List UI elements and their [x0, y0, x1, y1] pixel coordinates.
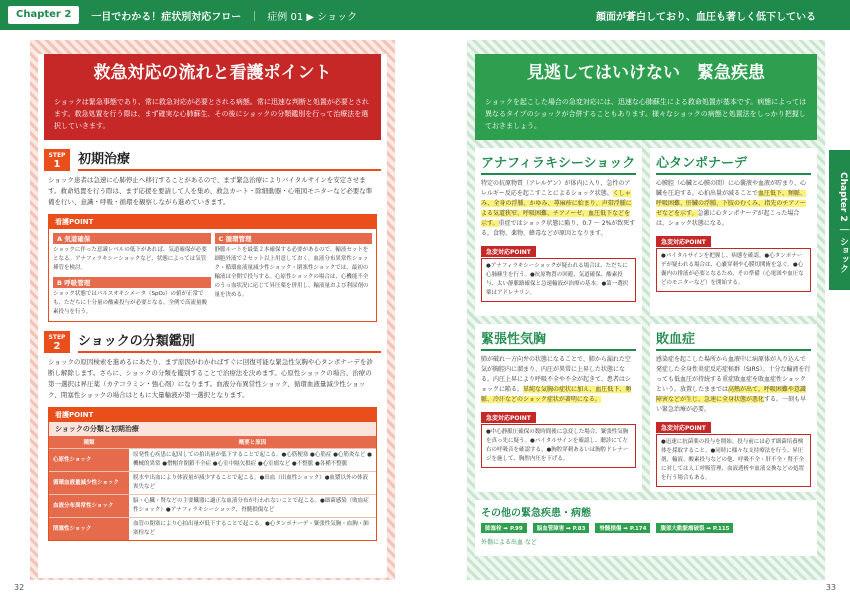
- tag-spinal-injury: 脊髄損傷 ➡ P.174: [595, 523, 650, 533]
- left-title: 救急対応の流れと看護ポイント: [44, 54, 381, 92]
- section-title: 一目でわかる！症状別対応フロー: [91, 11, 242, 23]
- card-text-a: 特定の抗原物質（アレルゲン）が体内に入り、急性のアレルギー反応を起こすことによるショック状態。: [481, 180, 631, 197]
- card-text-a: 心膜腔（心臓と心膜の間）に心囊液や血液が貯まり、心臓を圧迫する。心拍出量が減ることで: [656, 180, 807, 197]
- chapter-side-tab: Chapter 2 ｜ ショック: [829, 150, 850, 290]
- airway-text: ショックに伴った意識レベルの低下があれば、気道確保が必要となる。アナフィラキシーショックなど、状態によっては気管挿管を検討。: [53, 247, 207, 271]
- nurse-point-grid: [49, 229, 376, 321]
- step2-badge-num: 2: [53, 340, 61, 352]
- breathing-text: ショック状態ではパルスオキシメータ（SpO₂）の値が正常でも、ただちに十分量の酸素投与が必要となる。全例で高流量酸素投与を行う。: [53, 291, 208, 315]
- other-title: その他の緊急疾患・病態: [481, 508, 591, 519]
- page-number-right: 33: [825, 583, 836, 592]
- step2-nurse-head: 看護POINT: [49, 408, 376, 422]
- other-tags: [481, 523, 811, 533]
- circulation-text: 静脈ルートを最低２本確保する必要があるので、輸液セットを細胞外液で２セット以上用意しておく。血液分布異常性ショック・循環血液量減少性ショック・閉塞性ショックでは、最初の輸液は全開で投与する。心原性ショックの場合は、心機能不全のうっ血状況に応じて昇圧薬を併用し、輸液量および利尿剤の量を決める。: [214, 247, 369, 298]
- airway-section: [53, 233, 211, 317]
- tag-cerebrovascular: 脳血管障害 ➡ P.83: [533, 523, 590, 533]
- table-row: [49, 472, 376, 495]
- col-cause: 概要と原因: [129, 436, 376, 449]
- point-head: 急変対応POINT: [656, 422, 711, 433]
- disease-cards: [475, 148, 817, 492]
- step2-badge-label: STEP: [48, 333, 66, 341]
- step2-text: ショックの原因検索を進めるにあたり、まず原因がわかればすぐに回復可能な緊急性気胸や心タンポナーデを診断し解除します。さらに、ショックの分類を鑑別することで治療法を決めます。心原性ショックの場合、治療の第一選択は昇圧薬（カテコラミン・強心剤）になります。血液分布異常性ショック、循環血液量減少性ショック、閉塞性ショックの場合はともに大量輸液が第一選択となります。: [48, 358, 373, 399]
- card-title: アナフィラキシーショック: [481, 152, 636, 175]
- step2-title: ショックの分類鑑別: [78, 330, 381, 353]
- table-row: [49, 518, 376, 541]
- step1-badge-num: 1: [53, 158, 61, 170]
- step2-badge: [44, 331, 70, 353]
- card-text-highlight: くしゃみ、全身の浮腫、かゆみ、蕁麻疹に始まり、声帯浮腫による気道狭窄、呼吸困難、チアノーゼ、血圧低下などを示す。: [481, 190, 632, 227]
- tag-aortic-aneurysm: 腹部大動脈瘤破裂 ➡ P.115: [656, 523, 733, 533]
- point-text: ●バイタルサインを把握し、病態を確認。●心タンポナーデが疑われる場合は、心嚢穿刺や心膜切開術を急ぐ。●心嚢内の排液が必要となるため、その準備（心電図や血圧などのモニターなど）を開始する。: [656, 248, 811, 292]
- card-title: 緊張性気胸: [481, 328, 636, 351]
- card-sepsis: [650, 324, 817, 492]
- table-row: [49, 449, 376, 472]
- card-tension-pneumothorax: [475, 324, 642, 492]
- card-text-a: 肺が破れ一方向弁の状態になることで、肺から漏れた空気が胸腔内に溜まり、内圧が異常に上昇した状態になる。内圧上昇により呼吸不全や不全が起きて、患者はショックに陥る。: [481, 356, 631, 393]
- card-text-highlight: 単純な気胸の症状に加え、血圧低下、頻脈、冷汗などのショック症状が著明になる。: [481, 386, 632, 403]
- header-right-title: 顔面が蒼白しており、血圧も著しく低下している: [425, 0, 850, 30]
- table-row: [49, 495, 376, 518]
- breathing-head: B 呼吸管理: [53, 277, 211, 288]
- card-text-a: 感染症を起こした場所から血液中に病原体が入り込んで発症した全身性炎症反応症候群（SIRS）。十分な輸液を行っても低血圧が持続する重症敗血症を敗血症性ショックという。放置したままでは: [656, 356, 811, 393]
- card-text-highlight: 高熱が出て、呼吸困難や意識障害などが生じ、急速に全身状態が悪化: [656, 386, 806, 403]
- left-intro: ショックは緊急事態であり、常に救急対応が必要とされる病態。常に迅速な判断と処置が必要とされます。救急処置を行う際は、まず確実な心肺蘇生、その後にショックの分類鑑別を行って治療法を選択していきます。: [44, 92, 381, 140]
- card-text-highlight: 血圧低下、頻脈、呼吸困難、肝臓の浮腫、下肢のむくみ、指先のチアノーゼなどを示す。: [656, 190, 807, 217]
- step1-header: [44, 148, 381, 171]
- card-text-b: する。一刻も早い緊急治療が必要。: [656, 396, 807, 413]
- row-type: 循環血液量減少性ショック: [49, 472, 129, 495]
- other-diseases: [475, 500, 817, 556]
- right-panel-inner: [475, 54, 817, 578]
- card-text: [481, 355, 636, 405]
- card-text: [656, 355, 811, 415]
- page-number-left: 32: [14, 583, 25, 592]
- row-type: 心原性ショック: [49, 449, 129, 472]
- step1-title: 初期治療: [78, 148, 381, 171]
- card-text-b: 急激に心タンポナーデが起こった場合は、ショック状態になる。: [656, 210, 800, 227]
- card-title: 心タンポナーデ: [656, 152, 811, 175]
- row-type: 閉塞性ショック: [49, 518, 129, 541]
- right-intro: ショックを起こした場合の急変対応には、迅速な心肺蘇生による救命処置が基本です。病態によっては異なるタイプのショックが合併することもあります。様々なショックの病態と処置法をしっかり把握しておきましょう。: [475, 92, 817, 140]
- other-foot: 外傷による出血 など: [481, 539, 537, 546]
- classification-title: ショックの分類と初期治療: [49, 422, 376, 436]
- card-text-b: 重症ではショック状態に陥り、0.7 〜 2%が致死する。食物、薬物、蜂毒などが原因となります。: [481, 220, 636, 237]
- chapter-label: Chapter 2: [8, 6, 79, 24]
- circulation-head: C 循環管理: [215, 233, 373, 244]
- step1-nurse-point: [48, 214, 377, 322]
- col-type: 種類: [49, 436, 129, 449]
- row-cause: 脱水や出血により体液量が減少することで起こる。●出血（出血性ショック）●血漿以外の体液喪失など: [129, 472, 376, 495]
- point-head: 急変対応POINT: [656, 236, 711, 247]
- airway-head: A 気道確保: [53, 233, 211, 244]
- card-text: [656, 179, 811, 229]
- row-cause: 脳・心臓・腎などの主要臓器に適正な血液分布が行われないことで起こる。●細菌感染（敗血症性ショック）●アナフィラキシーショック、脊髄損傷など: [129, 495, 376, 518]
- circulation-section: [215, 233, 373, 317]
- point-text: ●中心静脈圧確保の数時間後に急変した場合、緊張性気胸を真っ先に疑う。●バイタルサインを確認し、聴診にて左右の呼吸音を確認する。●胸腔穿刺あるいは胸腔ドレナージを施して、胸腔内圧を下げる。: [481, 424, 636, 468]
- point-text: ●迅速に抗菌薬の投与を開始。投与前には必ず細菌培養検体を採取すること。●同時に様々な支持療法を行う。昇圧剤、輸液、酸素投与などの他、呼吸不全・肝不全・腎不全に対しては人工呼吸管理、血液透析や血液交換などの処置を行う場合もある。: [656, 434, 811, 487]
- right-title: 見逃してはいけない 緊急疾患: [475, 54, 817, 92]
- row-cause: 原発性心疾患に起因しての拍出量が低下することで起こる。●心筋梗塞 ●心筋症 ●心筋炎など ●機械的異常 ●僧帽弁閉鎖不全症 ●心室中隔欠損症 ●心室瘤など ●不整脈 ●各種不整脈: [129, 449, 376, 472]
- point-text: ●アナフィラキシーショックが疑われる場合は、ただちに心肺蘇生を行う。●抗原物質の回避、気道確保、酸素投与、太い静脈路確保と急速輸液が治療の基本。●第一選択薬はアドレナリン。: [481, 258, 636, 302]
- card-anaphylaxis: [475, 148, 642, 316]
- step1-text: ショック患者は急速に心肺停止へ移行することがあるので、まず緊急治療によりバイタルサインを安定させます。救命処置を行う際は、まず応援を要請して人を集め、救急カート・除細動器・心電図モニターなど必要な準備を行い、意識・呼吸・循環を観察しながら進めていきます。: [48, 176, 373, 206]
- left-panel: [30, 40, 395, 580]
- nurse-point-head: 看護POINT: [49, 215, 376, 229]
- card-title: 敗血症: [656, 328, 811, 351]
- step1-badge-label: STEP: [48, 151, 66, 159]
- classification-table: [49, 436, 376, 540]
- row-type: 血液分布異常性ショック: [49, 495, 129, 518]
- header-separator: ｜: [249, 11, 260, 23]
- tag-pulmonary-embolism: 肺塞栓 ➡ P.99: [481, 523, 527, 533]
- right-panel: [467, 40, 825, 580]
- step2-header: [44, 330, 381, 353]
- card-tamponade: [650, 148, 817, 316]
- classification-box: [48, 407, 377, 541]
- card-text: [481, 179, 636, 239]
- point-head: 急変対応POINT: [481, 412, 536, 423]
- table-header-row: [49, 436, 376, 449]
- left-panel-inner: [38, 54, 387, 578]
- page-header: [0, 0, 850, 30]
- case-label: 症例 01 ▶ ショック: [267, 11, 358, 23]
- header-left: [0, 0, 425, 30]
- point-head: 急変対応POINT: [481, 246, 536, 257]
- step1-badge: [44, 149, 70, 171]
- row-cause: 血管の閉塞により心拍出量が低下することで起こる。●心タンポナーデ・緊張性気胸・血胸・肺塞栓など: [129, 518, 376, 541]
